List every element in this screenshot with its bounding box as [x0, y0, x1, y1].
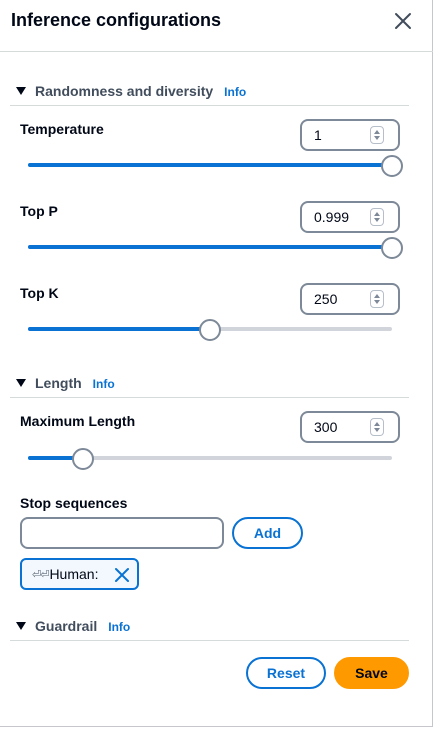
- divider: [10, 640, 409, 641]
- top-k-slider[interactable]: [28, 319, 392, 339]
- panel-title: Inference configurations: [11, 10, 222, 30]
- temperature-value: 1: [314, 127, 322, 143]
- top-p-slider[interactable]: [28, 237, 392, 257]
- stop-sequence-token: [20, 558, 139, 590]
- top-k-label: Top K: [20, 285, 59, 301]
- slider-thumb[interactable]: [381, 237, 403, 259]
- section-randomness-toggle[interactable]: [16, 81, 246, 101]
- slider-fill: [28, 245, 392, 249]
- add-stop-sequence-button[interactable]: Add: [232, 517, 303, 549]
- section-guardrail-toggle[interactable]: [16, 616, 130, 636]
- caret-down-icon: [16, 379, 26, 387]
- max-length-label: Maximum Length: [20, 413, 136, 429]
- slider-thumb[interactable]: [381, 155, 403, 177]
- slider-thumb[interactable]: [199, 319, 221, 341]
- length-info-link[interactable]: Info: [92, 377, 115, 391]
- max-length-slider[interactable]: [28, 448, 392, 468]
- spinner-icon[interactable]: [370, 208, 384, 226]
- guardrail-info-link[interactable]: Info: [108, 620, 131, 634]
- panel-header: [0, 0, 433, 52]
- section-length-title: Length: [35, 375, 82, 391]
- max-length-input[interactable]: [300, 411, 400, 443]
- stop-sequence-input[interactable]: [20, 517, 224, 549]
- reset-button[interactable]: Reset: [246, 657, 326, 689]
- divider: [10, 105, 409, 106]
- top-p-label: Top P: [20, 203, 58, 219]
- temperature-slider[interactable]: [28, 155, 392, 175]
- top-p-value: 0.999: [314, 209, 350, 225]
- section-length-toggle[interactable]: [16, 373, 115, 393]
- temperature-input[interactable]: [300, 119, 400, 151]
- slider-thumb[interactable]: [72, 448, 94, 470]
- top-k-input[interactable]: [300, 283, 400, 315]
- spinner-icon[interactable]: [370, 290, 384, 308]
- save-button[interactable]: Save: [334, 657, 409, 689]
- top-k-value: 250: [314, 291, 338, 307]
- spinner-icon[interactable]: [370, 418, 384, 436]
- remove-token-icon[interactable]: [114, 567, 130, 583]
- slider-fill: [28, 163, 392, 167]
- caret-down-icon: [16, 622, 26, 630]
- randomness-info-link[interactable]: Info: [224, 85, 247, 99]
- stop-sequences-label: Stop sequences: [20, 495, 128, 511]
- top-p-input[interactable]: [300, 201, 400, 233]
- divider: [10, 397, 409, 398]
- return-symbol: ⏎⏎: [32, 567, 49, 581]
- token-text: Human:: [49, 566, 99, 582]
- caret-down-icon: [16, 87, 26, 95]
- section-randomness-title: Randomness and diversity: [35, 83, 214, 99]
- slider-fill: [28, 327, 210, 331]
- temperature-label: Temperature: [20, 121, 104, 137]
- max-length-value: 300: [314, 419, 338, 435]
- section-guardrail-title: Guardrail: [35, 618, 98, 634]
- spinner-icon[interactable]: [370, 126, 384, 144]
- close-icon[interactable]: [392, 10, 414, 32]
